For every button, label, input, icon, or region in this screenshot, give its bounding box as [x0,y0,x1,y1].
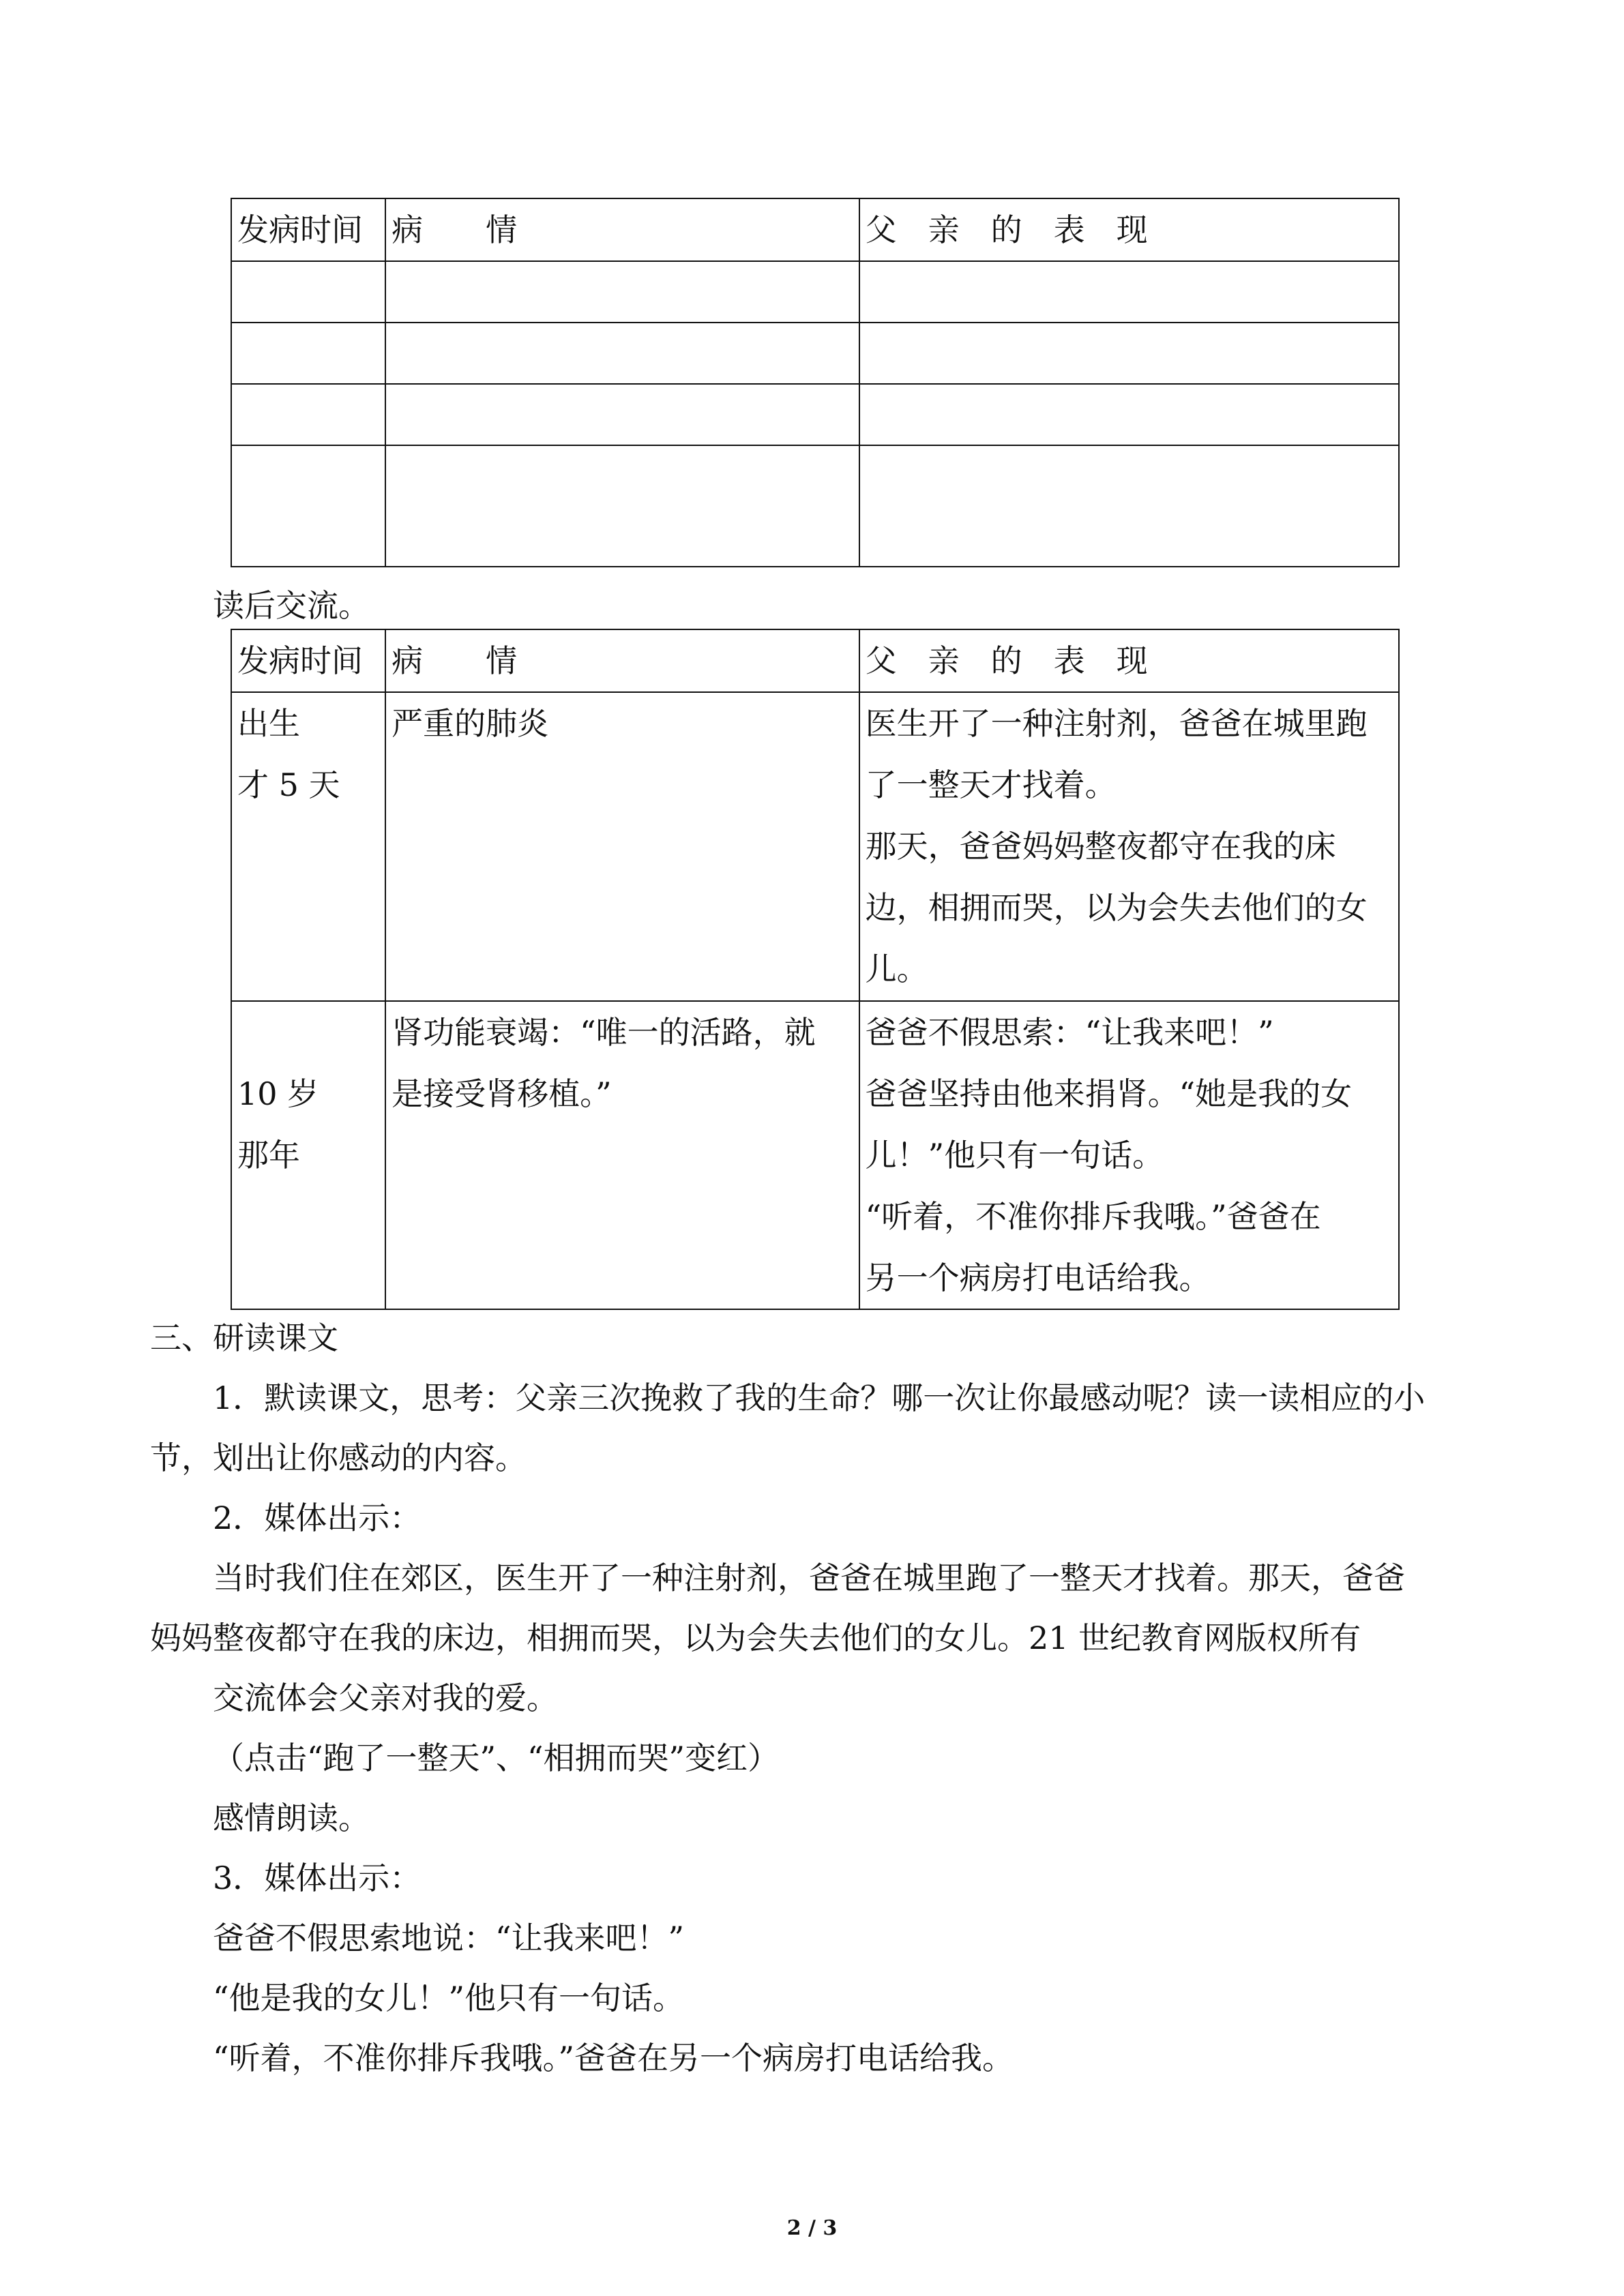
table-row [231,1001,1399,1309]
table-header-row [231,629,1399,692]
paragraph-line: 2．媒体出示： [213,1500,422,1536]
read-after-label: 读后交流。 [213,587,370,624]
quote-line: 爸爸不假思索地说：“让我来吧！” [213,1920,685,1956]
table-row [231,323,1399,384]
table-row [231,261,1399,323]
empty-table [231,198,1400,567]
page-number: 2 / 3 [786,2216,838,2240]
table-row [231,692,1399,1001]
quote-line: “听着，不准你排斥我哦。”爸爸在另一个病房打电话给我。 [213,2040,1014,2076]
table-row [231,384,1399,445]
header-father-behavior: 父 亲 的 表 现 [859,629,1399,692]
header-illness: 病 情 [385,198,859,261]
paragraph-line: 节，划出让你感动的内容。 [150,1440,527,1476]
paragraph-line: 感情朗读。 [213,1800,370,1836]
onset-time-cell: 出生 才 5 天 [231,692,385,1001]
quote-line: 当时我们住在郊区，医生开了一种注射剂，爸爸在城里跑了一整天才找着。那天，爸爸 [213,1560,1405,1596]
behavior-cell: 爸爸不假思索：“让我来吧！” 爸爸坚持由他来捐肾。“她是我的女 儿！”他只有一句话。 “听着，不准你排斥我哦。”爸爸在 另一个病房打电话给我。 [859,1001,1399,1309]
paragraph-line: （点击“跑了一整天”、“相拥而哭”变红） [213,1740,780,1776]
section-heading: 三、研读课文 [150,1320,338,1356]
behavior-cell: 医生开了一种注射剂，爸爸在城里跑 了一整天才找着。 那天，爸爸妈妈整夜都守在我的床 边，相拥而哭，以为会失去他们的女 儿。 [859,692,1399,1001]
header-onset-time: 发病时间 [231,629,385,692]
illness-cell: 肾功能衰竭：“唯一的活路，就 是接受肾移植。” [385,1001,859,1309]
header-illness: 病 情 [385,629,859,692]
table-row [231,445,1399,567]
header-father-behavior: 父 亲 的 表 现 [859,198,1399,261]
paragraph-line: 3．媒体出示： [213,1860,422,1896]
answer-table [231,629,1400,1310]
header-onset-time: 发病时间 [231,198,385,261]
table-header-row [231,198,1399,261]
onset-time-cell: 10 岁 那年 [231,1001,385,1309]
paragraph-line: 1．默读课文，思考：父亲三次挽救了我的生命？哪一次让你最感动呢？读一读相应的小 [213,1380,1426,1416]
illness-cell: 严重的肺炎 [385,692,859,1001]
quote-line: 妈妈整夜都守在我的床边，相拥而哭，以为会失去他们的女儿。21 世纪教育网版权所有 [150,1620,1361,1656]
paragraph-line: 交流体会父亲对我的爱。 [213,1680,558,1716]
quote-line: “他是我的女儿！”他只有一句话。 [213,1980,685,2016]
